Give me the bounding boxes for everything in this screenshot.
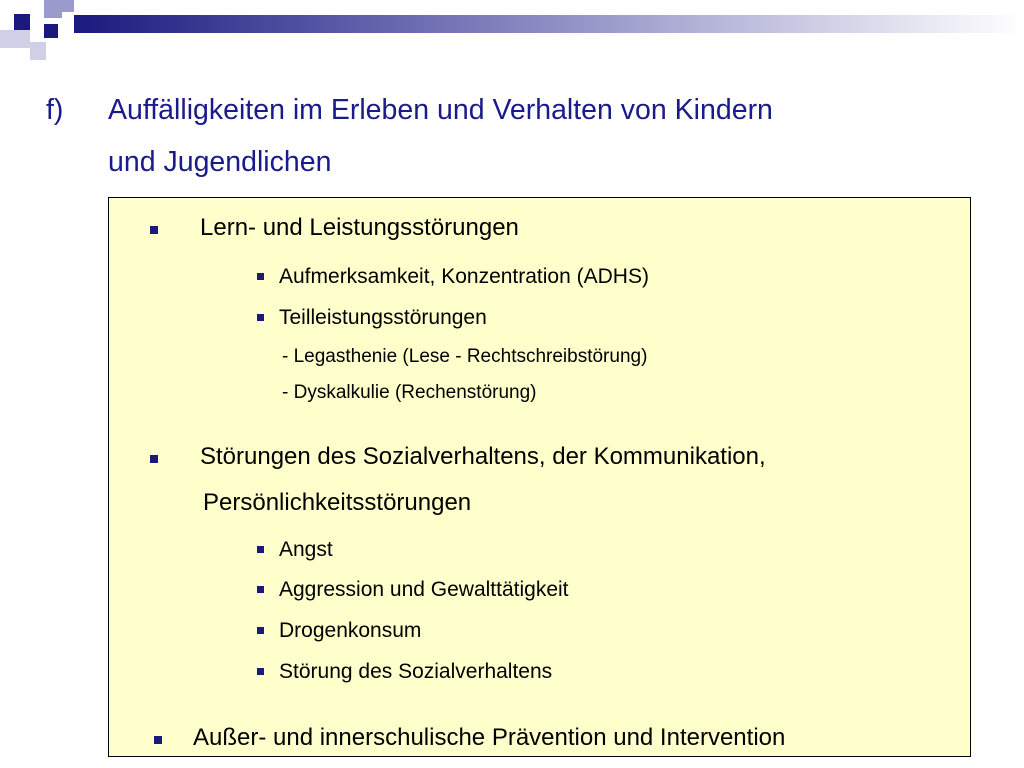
small-square-bullet-icon <box>257 546 264 553</box>
small-square-bullet-icon <box>257 668 264 675</box>
list-item <box>279 578 569 602</box>
list-item-text: Aufmerksamkeit, Konzentration (ADHS) <box>279 265 649 288</box>
section-heading-text: Störungen des Sozialverhaltens, der Kommunikation, <box>200 443 766 470</box>
decor-square-pale <box>0 30 30 48</box>
decor-square-navy <box>44 24 58 38</box>
square-bullet-icon <box>150 226 158 234</box>
section-heading-continuation: Persönlichkeitsstörungen <box>203 489 472 516</box>
decor-square-pale <box>30 42 46 60</box>
sub-list-item: - Dyskalkulie (Rechenstörung) <box>282 382 537 403</box>
list-item-text: Angst <box>279 538 333 561</box>
list-item-text: Störung des Sozialverhaltens <box>279 660 553 683</box>
section-heading-text: Lern- und Leistungsstörungen <box>200 214 519 241</box>
square-bullet-icon <box>150 455 158 463</box>
small-square-bullet-icon <box>257 273 264 280</box>
content-box <box>108 197 971 757</box>
decor-square-navy <box>14 14 30 30</box>
section-heading-text: Außer- und innerschulische Prävention und Intervention <box>193 724 786 751</box>
small-square-bullet-icon <box>257 627 264 634</box>
list-item <box>279 538 333 562</box>
square-bullet-icon <box>154 736 162 744</box>
section-heading <box>200 214 519 242</box>
list-item-text: Drogenkonsum <box>279 619 422 642</box>
list-item-text: Teilleistungsstörungen <box>279 306 487 329</box>
list-item-text: Aggression und Gewalttätigkeit <box>279 578 569 601</box>
small-square-bullet-icon <box>257 586 264 593</box>
title-line-1: Auffälligkeiten im Erleben und Verhalten von Kindern <box>108 94 773 126</box>
list-item <box>279 265 649 289</box>
decor-square-lavender <box>44 0 62 18</box>
list-item <box>279 306 487 330</box>
title-prefix: f) <box>46 94 64 126</box>
sub-list-item: - Legasthenie (Lese - Rechtschreibstörung) <box>282 346 648 367</box>
decor-square-lavender <box>62 0 74 12</box>
section-heading <box>200 443 766 471</box>
list-item <box>279 660 552 684</box>
small-square-bullet-icon <box>257 314 264 321</box>
list-item <box>279 619 421 643</box>
title-line-2: und Jugendlichen <box>108 146 332 178</box>
header-gradient-band <box>74 15 1024 33</box>
section-heading <box>193 724 785 752</box>
